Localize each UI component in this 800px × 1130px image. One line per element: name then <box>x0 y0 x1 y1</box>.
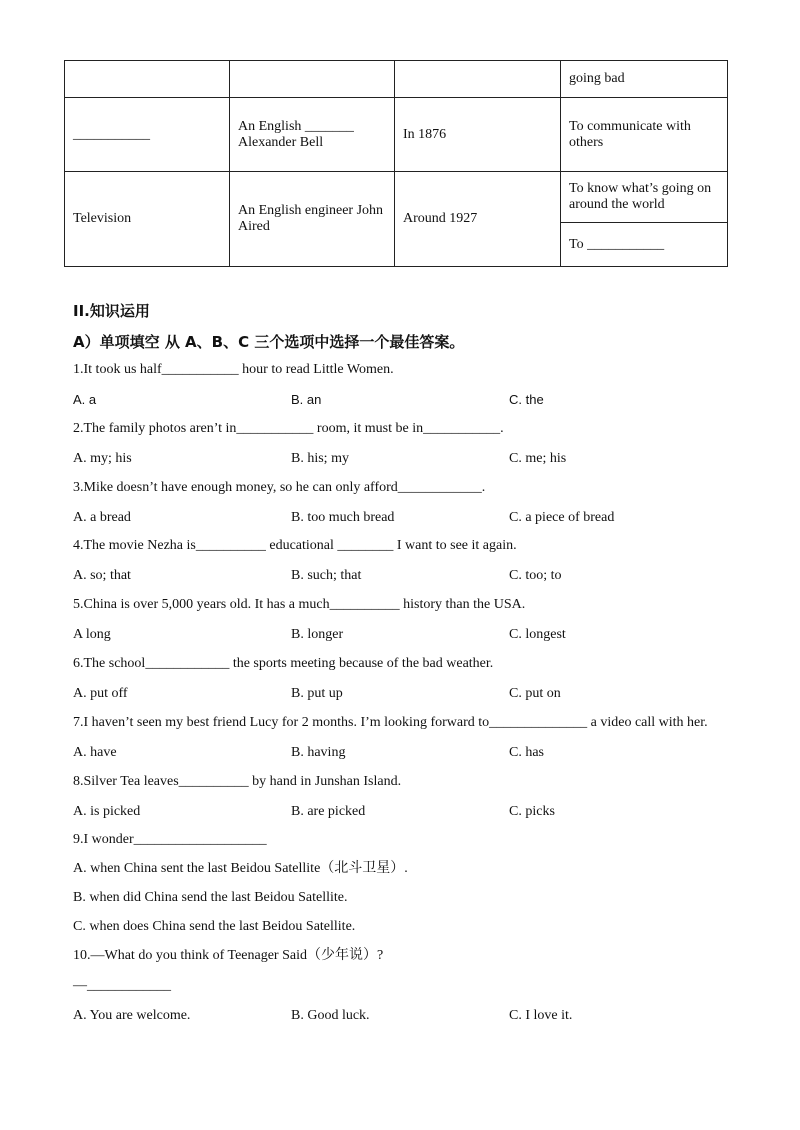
option-a[interactable]: A. put off <box>73 686 128 701</box>
option-c[interactable]: C. me; his <box>509 450 567 466</box>
option-b[interactable]: B. his; my <box>291 450 349 466</box>
table-cell: To communicate with others <box>561 98 728 172</box>
option-b[interactable]: B. an <box>291 392 322 407</box>
question-text: 3.Mike doesn’t have enough money, so he can only afford____________. <box>73 479 486 495</box>
table-cell <box>395 61 561 98</box>
question-text: 10.—What do you think of Teenager Said（少年说）? <box>73 948 384 963</box>
option-a[interactable]: A. You are welcome. <box>73 1008 191 1023</box>
table-row <box>65 61 728 98</box>
table-cell: An English _______ Alexander Bell <box>230 98 395 172</box>
option-b[interactable]: B. when did China send the last Beidou Satellite. <box>73 890 348 905</box>
option-a[interactable]: A. my; his <box>73 450 132 466</box>
option-c[interactable]: C. longest <box>509 627 566 643</box>
question-text: 1.It took us half___________ hour to read Little Women. <box>73 362 394 377</box>
option-c[interactable]: C. a piece of bread <box>509 509 615 525</box>
table-row <box>65 98 728 172</box>
option-b[interactable]: B. too much bread <box>291 509 395 525</box>
table-cell: To ___________ <box>561 223 728 267</box>
option-b[interactable]: B. are picked <box>291 803 366 819</box>
table-cell: An English engineer John Aired <box>230 172 395 267</box>
option-b[interactable]: B. put up <box>291 686 343 701</box>
inventions-table <box>64 60 728 267</box>
table-cell: To know what’s going on around the world <box>561 172 728 223</box>
table-cell <box>230 61 395 98</box>
option-c[interactable]: C. I love it. <box>509 1008 573 1023</box>
option-a[interactable]: A. is picked <box>73 803 141 819</box>
option-b[interactable]: B. longer <box>291 627 344 643</box>
option-c[interactable]: C. too; to <box>509 568 562 584</box>
question-text: 6.The school____________ the sports meeting because of the bad weather. <box>73 656 494 671</box>
option-c[interactable]: C. put on <box>509 686 561 701</box>
section-subtitle: A）单项填空 从 A、B、C 三个选项中选择一个最佳答案。 <box>73 333 465 351</box>
answer-blank[interactable]: —____________ <box>73 978 171 993</box>
option-a[interactable]: A. a <box>73 392 97 407</box>
option-c[interactable]: C. has <box>509 744 544 760</box>
table-cell: In 1876 <box>395 98 561 172</box>
table-cell: Around 1927 <box>395 172 561 267</box>
option-b[interactable]: B. such; that <box>291 568 362 584</box>
table-cell: Television <box>65 172 230 267</box>
table-cell: ___________ <box>65 98 230 172</box>
option-c[interactable]: C. the <box>509 392 544 407</box>
section-title: II.知识运用 <box>73 302 150 320</box>
option-a[interactable]: A. when China sent the last Beidou Satellite（北斗卫星）. <box>73 861 408 876</box>
option-a[interactable]: A long <box>73 627 111 643</box>
question-text: 8.Silver Tea leaves__________ by hand in Junshan Island. <box>73 773 402 789</box>
option-a[interactable]: A. a bread <box>73 509 131 525</box>
option-b[interactable]: B. Good luck. <box>291 1008 370 1023</box>
option-b[interactable]: B. having <box>291 744 346 760</box>
question-text: 7.I haven’t seen my best friend Lucy for 2 months. I’m looking forward to______________ a video call with her. <box>73 714 708 730</box>
question-text: 4.The movie Nezha is__________ educational ________ I want to see it again. <box>73 538 517 554</box>
table-cell: going bad <box>561 61 728 98</box>
option-a[interactable]: A. have <box>73 744 117 760</box>
question-text: 9.I wonder___________________ <box>73 832 267 847</box>
question-text: 5.China is over 5,000 years old. It has a much__________ history than the USA. <box>73 597 526 613</box>
table-cell <box>65 61 230 98</box>
option-c[interactable]: C. picks <box>509 803 555 819</box>
question-text: 2.The family photos aren’t in___________ room, it must be in___________. <box>73 420 504 436</box>
option-a[interactable]: A. so; that <box>73 568 131 584</box>
option-c[interactable]: C. when does China send the last Beidou Satellite. <box>73 919 356 934</box>
table-row <box>65 172 728 223</box>
